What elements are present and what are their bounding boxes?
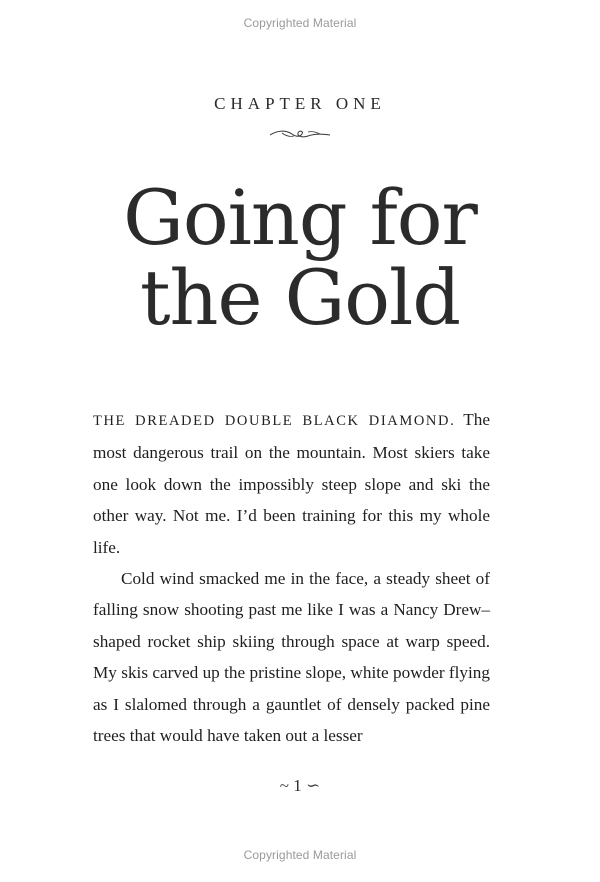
page-number-footer <box>0 776 600 796</box>
page-number-right-ornament: ∽ <box>305 776 321 795</box>
paragraph-1 <box>93 404 490 563</box>
chapter-title-line-1: Going for <box>123 173 477 262</box>
chapter-title <box>0 173 600 342</box>
chapter-label: CHAPTER ONE <box>214 94 386 113</box>
paragraph-2: Cold wind smacked me in the face, a steady sheet of falling snow shooting past me like I was a Nancy Drew–shaped rocket ship skiing through space at warp speed. My skis carved up the pristine slope, white powder flying as I slalomed through a gauntlet of densely packed pine trees that would have taken out a lesser <box>93 569 490 746</box>
chapter-body <box>93 404 490 751</box>
page-number: 1 <box>293 776 302 795</box>
copyright-watermark-bottom: Copyrighted Material <box>243 848 357 862</box>
flourish-ornament-icon <box>268 126 332 142</box>
paragraph-1-text: The most dangerous trail on the mountain. Most skiers take one look down the impossibly steep slope and ski the other way. Not me. I’d been training for this my whole life. <box>93 410 490 557</box>
copyright-watermark-top: Copyrighted Material <box>243 16 357 30</box>
chapter-title-line-2: the Gold <box>139 253 461 342</box>
page-number-left-ornament: ~ <box>279 776 289 795</box>
lead-in-smallcaps: THE DREADED DOUBLE BLACK DIAMOND. <box>93 413 456 429</box>
